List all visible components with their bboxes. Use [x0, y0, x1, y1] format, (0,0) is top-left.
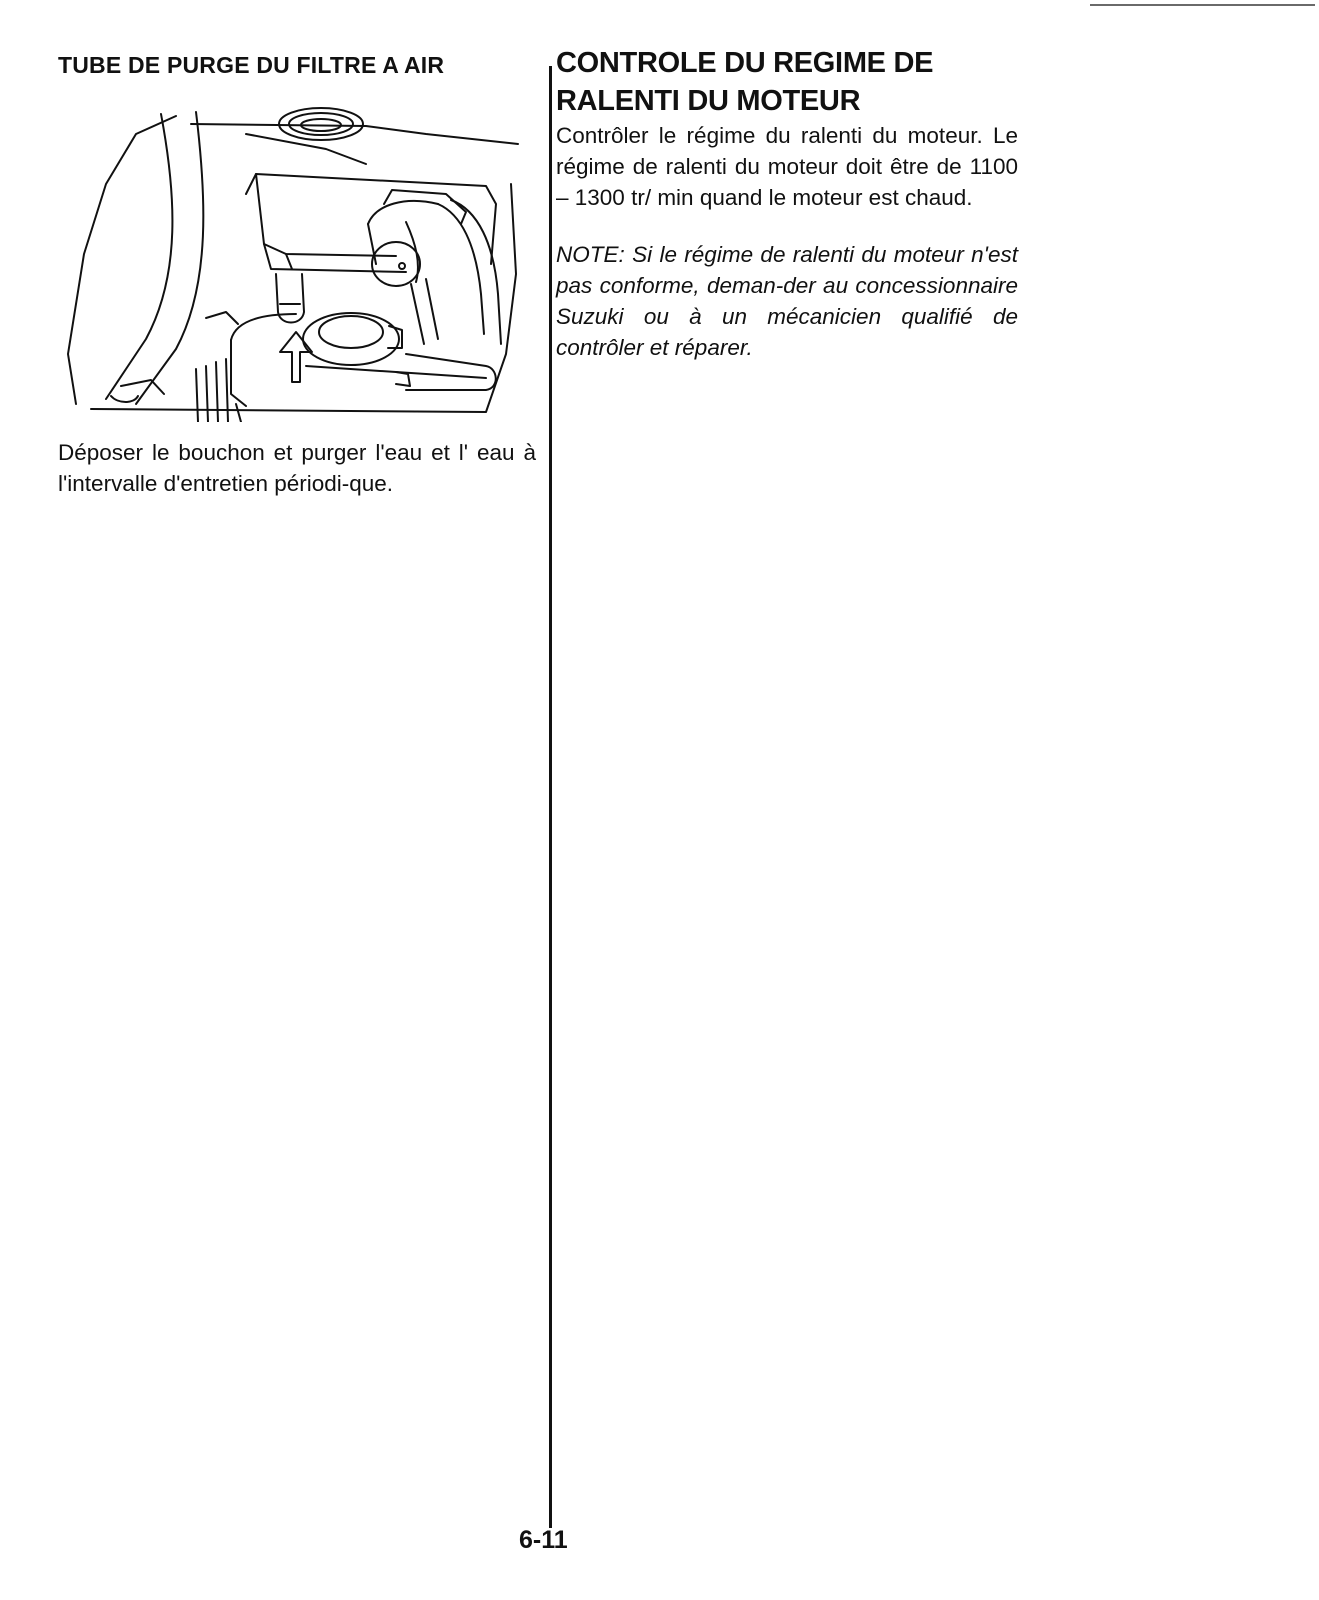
idle-speed-instructions: Contrôler le régime du ralenti du moteur. Le régime de ralenti du moteur doit être de 1100 – 1300 tr/ min quand le moteur est chaud. — [556, 123, 1018, 210]
left-column — [58, 52, 536, 496]
top-rule — [1090, 4, 1315, 6]
page-number: 6-11 — [519, 1526, 568, 1554]
air-filter-drain-instructions: Déposer le bouchon et purger l'eau et l' eau à l'intervalle d'entretien périodi-que. — [58, 440, 536, 496]
section-heading-idle-speed: CONTROLE DU REGIME DE RALENTI DU MOTEUR — [556, 47, 934, 117]
column-divider — [549, 66, 552, 1528]
idle-speed-note: NOTE: Si le régime de ralenti du moteur n'est pas conforme, deman-der au concessionnaire Suzuki ou à un mécanicien qualifié de contrôler et réparer. — [556, 242, 1018, 360]
section-heading-air-filter-drain: TUBE DE PURGE DU FILTRE A AIR — [58, 52, 445, 78]
air-filter-drain-illustration — [66, 104, 524, 422]
right-column — [556, 44, 1018, 363]
